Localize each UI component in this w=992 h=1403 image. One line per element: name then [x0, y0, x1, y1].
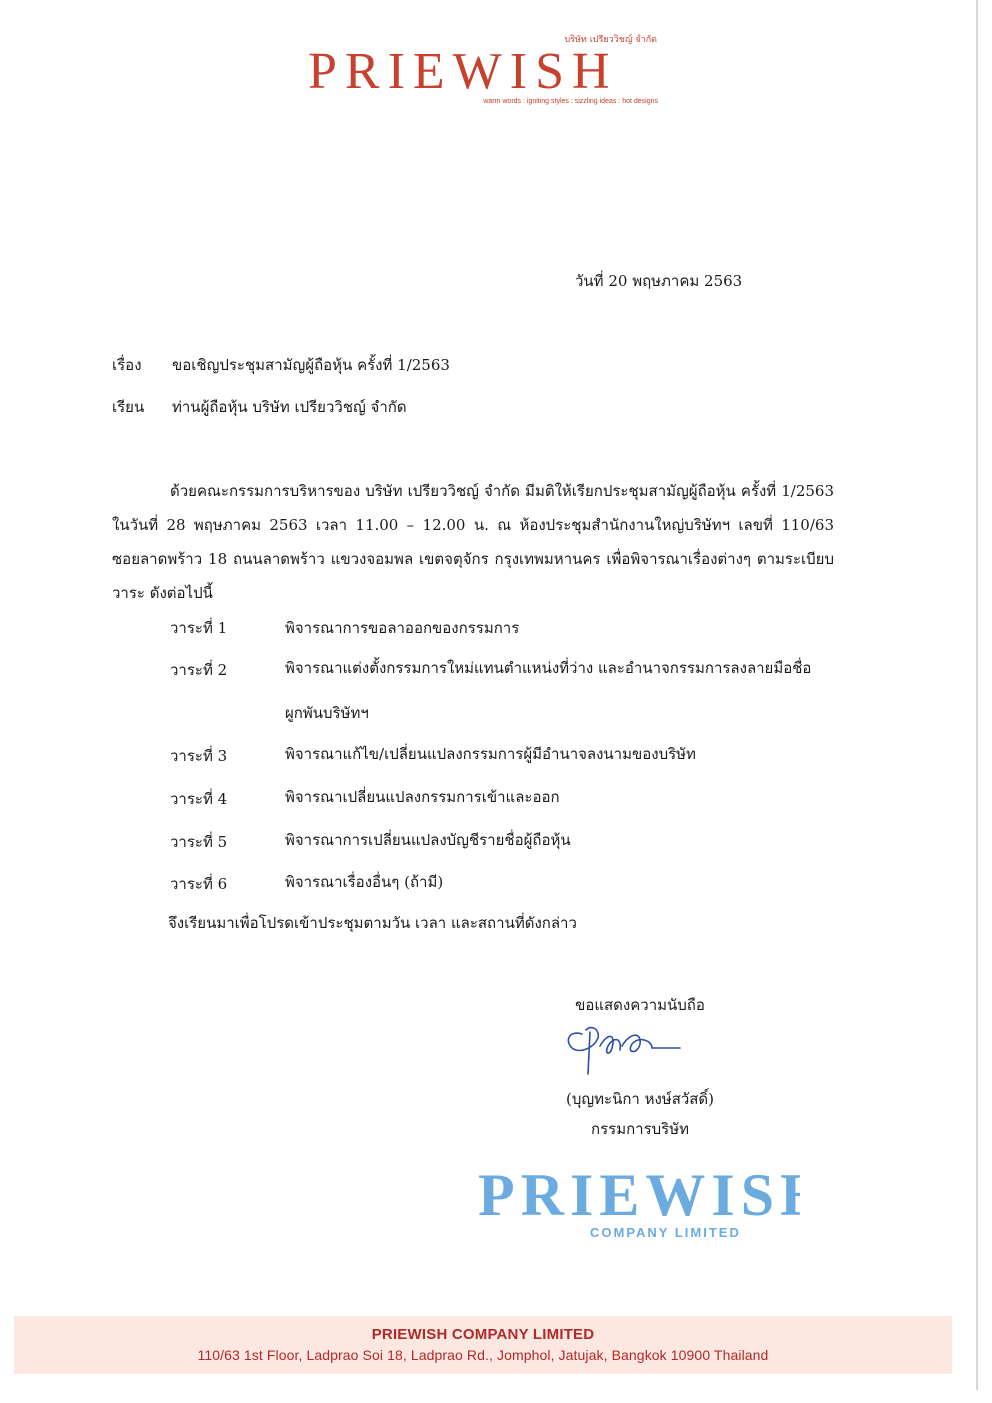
- body-line: วาระ ดังต่อไปนี้: [112, 584, 213, 602]
- letter-footer: [14, 1316, 952, 1374]
- handwritten-signature: [560, 1010, 710, 1080]
- signature-greeting: ขอแสดงความนับถือ: [575, 996, 705, 1014]
- logo-brand: PRIEWISH: [308, 43, 618, 100]
- agenda-number: วาระที่ 6: [170, 875, 228, 893]
- body-line: ในวันที่ 28 พฤษภาคม 2563 เวลา 11.00 – 12.00 น. ณ ห้องประชุมสำนักงานใหญ่บริษัทฯ เลขที่ 110/63: [112, 516, 834, 534]
- letter-date: วันที่ 20 พฤษภาคม 2563: [575, 272, 743, 290]
- body-line: ด้วยคณะกรรมการบริหารของ บริษัท เปรียววิชญ์ จำกัด มีมติให้เรียกประชุมสามัญผู้ถือหุ้น ครั้งที่ 1/2563: [170, 482, 834, 500]
- subject-value: ขอเชิญประชุมสามัญผู้ถือหุ้น ครั้งที่ 1/2563: [172, 356, 450, 374]
- agenda-number: วาระที่ 5: [170, 833, 228, 851]
- stamp-brand: PRIEWISH: [478, 1162, 800, 1228]
- subject-label: เรื่อง: [112, 356, 142, 374]
- agenda-text-continued: ผูกพันบริษัทฯ: [285, 704, 369, 722]
- signatory-title: กรรมการบริษัท: [591, 1120, 689, 1138]
- footer-company-name: PRIEWISH COMPANY LIMITED: [371, 1326, 595, 1343]
- recipient-label: เรียน: [112, 398, 145, 416]
- agenda-text: พิจารณาแก้ไข/เปลี่ยนแปลงกรรมการผู้มีอำนาจลงนามของบริษัท: [285, 745, 696, 763]
- page-edge: [976, 0, 978, 1390]
- recipient-value: ท่านผู้ถือหุ้น บริษัท เปรียววิชญ์ จำกัด: [172, 398, 407, 416]
- company-stamp: [470, 1155, 800, 1245]
- logo-tagline: warm words : igniting styles : sizzling ideas : hot designs: [483, 98, 658, 105]
- agenda-text: พิจารณาเรื่องอื่นๆ (ถ้ามี): [285, 873, 444, 891]
- signatory-name: (บุญทะนิกา หงษ์สวัสดิ์): [565, 1090, 715, 1108]
- agenda-number: วาระที่ 2: [170, 661, 228, 679]
- body-line: ซอยลาดพร้าว 18 ถนนลาดพร้าว แขวงจอมพล เขตจตุจักร กรุงเทพมหานคร เพื่อพิจารณาเรื่องต่างๆ ตามระเบียบ: [112, 550, 834, 568]
- agenda-text: พิจารณาการขอลาออกของกรรมการ: [285, 619, 520, 637]
- agenda-text: พิจารณาเปลี่ยนแปลงกรรมการเข้าและออก: [285, 788, 560, 806]
- logo-company-thai: บริษัท เปรียววิชญ์ จำกัด: [564, 35, 657, 45]
- priewish-logo: [300, 30, 680, 110]
- agenda-number: วาระที่ 4: [170, 790, 228, 808]
- stamp-sub: COMPANY LIMITED: [590, 1225, 741, 1240]
- footer-address: 110/63 1st Floor, Ladprao Soi 18, Ladprao Rd., Jomphol, Jatujak, Bangkok 10900 Thailand: [197, 1347, 769, 1363]
- body-paragraph: [112, 474, 834, 610]
- agenda-number: วาระที่ 1: [170, 619, 228, 637]
- closing-sentence: จึงเรียนมาเพื่อโปรดเข้าประชุมตามวัน เวลา และสถานที่ดังกล่าว: [168, 914, 577, 932]
- agenda-text: พิจารณาการเปลี่ยนแปลงบัญชีรายชื่อผู้ถือหุ้น: [285, 831, 571, 849]
- agenda-text: พิจารณาแต่งตั้งกรรมการใหม่แทนตำแหน่งที่ว่าง และอำนาจกรรมการลงลายมือชื่อ: [285, 659, 812, 677]
- agenda-number: วาระที่ 3: [170, 747, 228, 765]
